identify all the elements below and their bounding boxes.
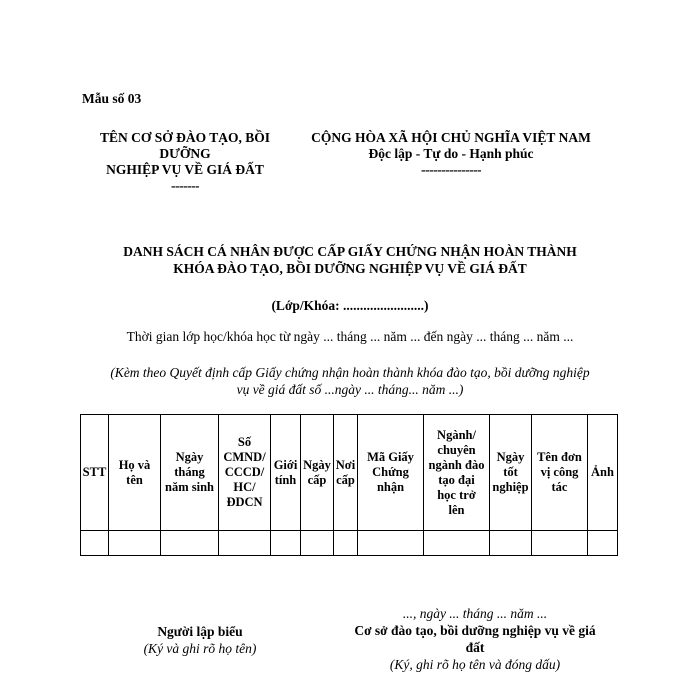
column-header-line: ĐDCN	[226, 495, 263, 509]
institution-header	[80, 130, 290, 194]
national-header	[292, 130, 610, 178]
column-header-line: HC/	[233, 480, 256, 494]
column-header	[490, 415, 532, 531]
column-header	[301, 415, 334, 531]
document-title-line2: KHÓA ĐÀO TẠO, BỒI DƯỠNG NGHIỆP VỤ VỀ GIÁ ĐẤT	[173, 261, 527, 276]
form-code: Mẫu số 03	[82, 91, 142, 106]
column-header-line: CMND/	[223, 450, 266, 464]
institution-signature-note: (Ký, ghi rõ họ tên và đóng dấu)	[389, 657, 561, 672]
column-header-line: Ngày	[303, 457, 331, 472]
column-header	[271, 415, 301, 531]
certificate-list-table	[80, 414, 618, 556]
table-cell	[334, 531, 358, 556]
column-header-line: Ảnh	[591, 465, 614, 479]
column-header-line: cấp	[336, 472, 355, 487]
class-line: (Lớp/Khóa: ........................)	[271, 298, 429, 313]
column-header-line: cấp	[307, 472, 327, 487]
column-header-line: vị công	[540, 465, 579, 479]
national-divider: ---------------	[421, 162, 481, 177]
column-header-line: tạo đại	[438, 472, 475, 487]
column-header-line: Số	[237, 435, 252, 449]
column-header-line: tháng	[174, 465, 205, 479]
table-row	[81, 531, 618, 556]
table-cell	[301, 531, 334, 556]
column-header-line: chuyên	[437, 442, 476, 457]
table-cell	[358, 531, 424, 556]
institution-divider: -------	[171, 178, 199, 193]
column-header-line: Họ và	[118, 457, 151, 472]
column-header-line: Giới	[273, 457, 298, 472]
column-header-line: tốt	[503, 465, 518, 479]
column-header	[334, 415, 358, 531]
preparer-signature	[130, 623, 270, 657]
document-title-line1: DANH SÁCH CÁ NHÂN ĐƯỢC CẤP GIẤY CHỨNG NHẬN HOÀN THÀNH	[123, 244, 577, 259]
column-header-line: Ngành/	[437, 427, 476, 442]
column-header-line: năm sinh	[165, 480, 214, 494]
column-header-line: nhận	[376, 480, 405, 494]
column-header-line: ngành đào	[428, 457, 485, 472]
institution-signature-title-line2: đất	[465, 640, 485, 655]
national-motto: Độc lập - Tự do - Hạnh phúc	[368, 146, 534, 161]
column-header	[588, 415, 618, 531]
table-cell	[490, 531, 532, 556]
column-header-line: tác	[551, 480, 568, 494]
column-header	[532, 415, 588, 531]
table-cell	[588, 531, 618, 556]
signature-date: ..., ngày ... tháng ... năm ...	[402, 606, 548, 621]
column-header	[81, 415, 109, 531]
table-cell	[219, 531, 271, 556]
table-cell	[424, 531, 490, 556]
column-header-line: Ngày	[496, 450, 525, 464]
attachment-note-line2: vụ về giá đất số ...ngày ... tháng... năm ...)	[236, 382, 464, 397]
attachment-note-line1: (Kèm theo Quyết định cấp Giấy chứng nhận hoàn thành khóa đào tạo, bồi dưỡng nghiệp	[110, 365, 590, 380]
table-header-row	[81, 415, 618, 531]
column-header-line: Nơi	[335, 457, 356, 472]
column-header-line: tên	[126, 472, 143, 487]
column-header-line: Chứng	[372, 465, 409, 479]
column-header-line: tính	[274, 472, 297, 487]
column-header-line: Mã Giấy	[367, 450, 414, 464]
column-header	[424, 415, 490, 531]
column-header	[109, 415, 161, 531]
table-cell	[161, 531, 219, 556]
column-header	[219, 415, 271, 531]
table-cell	[532, 531, 588, 556]
institution-name-line1: TÊN CƠ SỞ ĐÀO TẠO, BỒI	[99, 130, 271, 145]
column-header-line: CCCD/	[224, 465, 265, 479]
column-header-line: nghiệp	[492, 480, 529, 494]
attachment-note	[82, 364, 618, 398]
column-header-line: lên	[448, 502, 465, 517]
preparer-title: Người lập biểu	[157, 624, 243, 639]
table-cell	[109, 531, 161, 556]
document-title	[70, 243, 630, 277]
institution-name-line3: NGHIỆP VỤ VỀ GIÁ ĐẤT	[106, 162, 264, 177]
column-header-line: Tên đơn	[537, 450, 582, 464]
table-cell	[271, 531, 301, 556]
national-title: CỘNG HÒA XÃ HỘI CHỦ NGHĨA VIỆT NAM	[311, 130, 591, 145]
column-header-line: Ngày	[175, 450, 204, 464]
time-line: Thời gian lớp học/khóa học từ ngày ... tháng ... năm ... đến ngày ... tháng ... năm ...	[126, 329, 574, 344]
preparer-note: (Ký và ghi rõ họ tên)	[143, 641, 257, 656]
institution-signature	[330, 605, 620, 673]
institution-signature-title-line1: Cơ sở đào tạo, bồi dưỡng nghiệp vụ về giá	[354, 623, 596, 638]
column-header	[358, 415, 424, 531]
institution-name-line2: DƯỠNG	[159, 146, 211, 161]
column-header	[161, 415, 219, 531]
column-header-line: học trở	[437, 487, 476, 502]
table-cell	[81, 531, 109, 556]
column-header-line: STT	[82, 465, 107, 479]
